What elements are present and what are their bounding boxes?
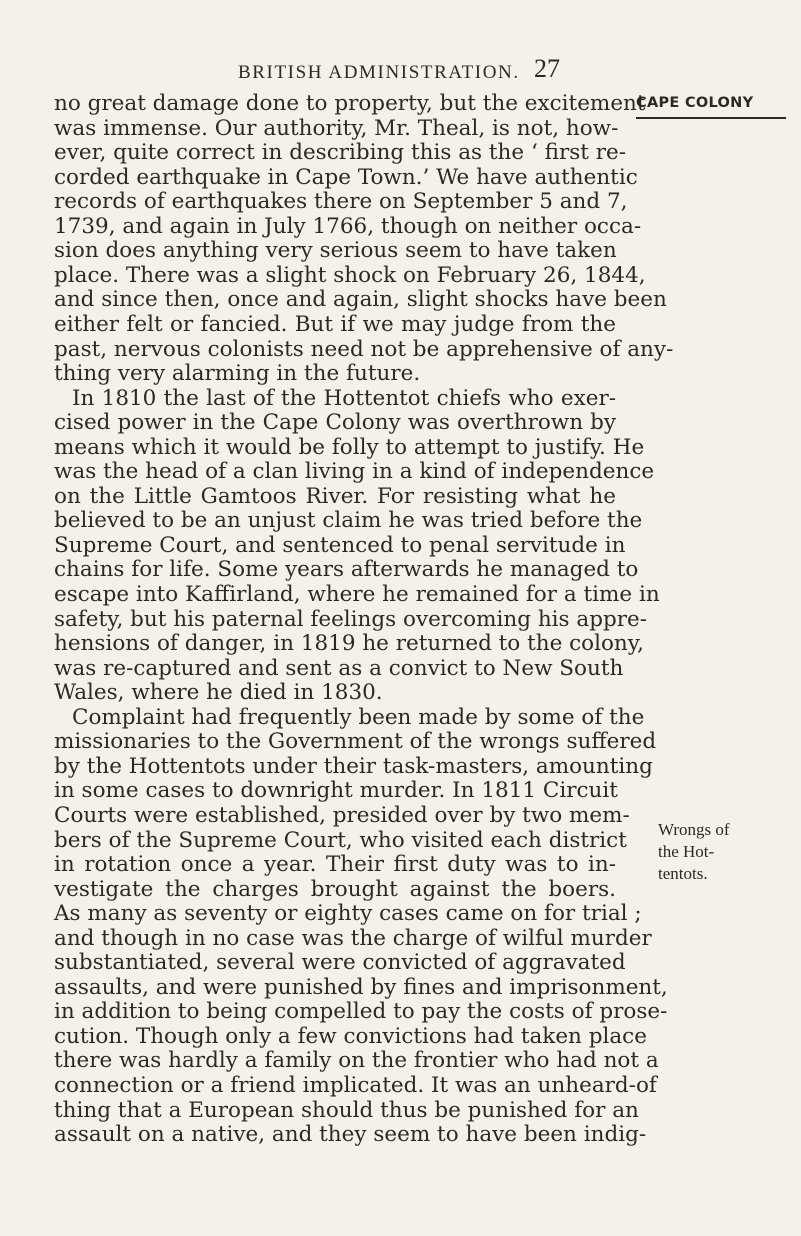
text-line: thing that a European should thus be punished for an: [54, 1097, 639, 1123]
text-line: was the head of a clan living in a kind of independence: [54, 459, 655, 485]
text-line: by the Hottentots under their task-masters, amounting: [54, 753, 653, 779]
page-number: 27: [534, 54, 560, 83]
text-line: connection or a friend implicated. It was an unheard-of: [54, 1073, 657, 1098]
text-line: Wales, where he died in 1830.: [54, 680, 383, 706]
text-line: Complaint had frequently been made by some of the: [72, 704, 645, 730]
text-line: assaults, and were punished by fines and imprisonment,: [54, 974, 668, 1000]
text-line: in some cases to downright murder. In 1811 Circuit: [54, 778, 618, 804]
text-line: believed to be an unjust claim he was tried before the: [54, 508, 643, 534]
text-line: means which it would be folly to attempt to justify. He: [54, 434, 645, 460]
text-line: was re-captured and sent as a convict to New South: [54, 655, 624, 681]
text-line: 1739, and again in July 1766, though on neither occa-: [54, 213, 642, 239]
text-line: Supreme Court, and sentenced to penal servitude in: [54, 532, 626, 558]
text-line: in addition to being compelled to pay the costs of prose-: [54, 999, 668, 1025]
text-line: As many as seventy or eighty cases came on for trial ;: [54, 901, 642, 927]
margin-note-line: tentots.: [658, 864, 708, 883]
text-line: cution. Though only a few convictions had taken place: [54, 1023, 647, 1049]
text-line: sion does anything very serious seem to have taken: [54, 238, 617, 264]
margin-heading-rule: [636, 117, 786, 119]
text-line: and since then, once and again, slight shocks have been: [54, 287, 667, 313]
text-line: In 1810 the last of the Hottentot chiefs who exer-: [72, 385, 616, 411]
text-line: past, nervous colonists need not be apprehensive of any-: [54, 336, 674, 362]
text-line: was immense. Our authority, Mr. Theal, is not, how-: [54, 115, 619, 141]
text-line: there was hardly a family on the frontier who had not a: [54, 1048, 659, 1074]
text-line: chains for life. Some years afterwards he managed to: [54, 557, 639, 583]
margin-note-line: Wrongs of: [658, 820, 730, 839]
text-line: safety, but his paternal feelings overcoming his appre-: [54, 606, 648, 632]
text-line: cised power in the Cape Colony was overthrown by: [54, 410, 616, 436]
text-line: ever, quite correct in describing this as the ‘ first re-: [54, 140, 627, 166]
text-line: hensions of danger, in 1819 he returned to the colony,: [54, 631, 644, 657]
text-line: corded earthquake in Cape Town.’ We have authentic: [54, 164, 638, 190]
margin-note-line: the Hot-: [658, 842, 715, 861]
text-line: substantiated, several were convicted of aggravated: [54, 950, 626, 976]
margin-heading: CAPE COLONY: [636, 95, 754, 111]
text-line: thing very alarming in the future.: [54, 361, 421, 387]
text-line: Courts were established, presided over by two mem-: [54, 802, 630, 828]
text-line: assault on a native, and they seem to have been indig-: [54, 1122, 647, 1148]
text-line: place. There was a slight shock on February 26, 1844,: [54, 262, 646, 288]
text-line: vestigate the charges brought against the boers.: [54, 876, 616, 902]
text-line: missionaries to the Government of the wrongs suffered: [54, 729, 657, 755]
text-line: either felt or fancied. But if we may judge from the: [54, 311, 616, 337]
text-line: no great damage done to property, but the excitement: [54, 91, 646, 116]
text-line: in rotation once a year. Their first duty was to in-: [54, 852, 616, 878]
running-head: BRITISH ADMINISTRATION.: [238, 62, 520, 83]
text-line: bers of the Supreme Court, who visited each district: [54, 827, 627, 853]
text-line: escape into Kaffirland, where he remained for a time in: [54, 582, 660, 607]
text-line: and though in no case was the charge of wilful murder: [54, 925, 652, 951]
text-line: on the Little Gamtoos River. For resisting what he: [54, 483, 616, 509]
text-line: records of earthquakes there on September 5 and 7,: [54, 189, 628, 215]
